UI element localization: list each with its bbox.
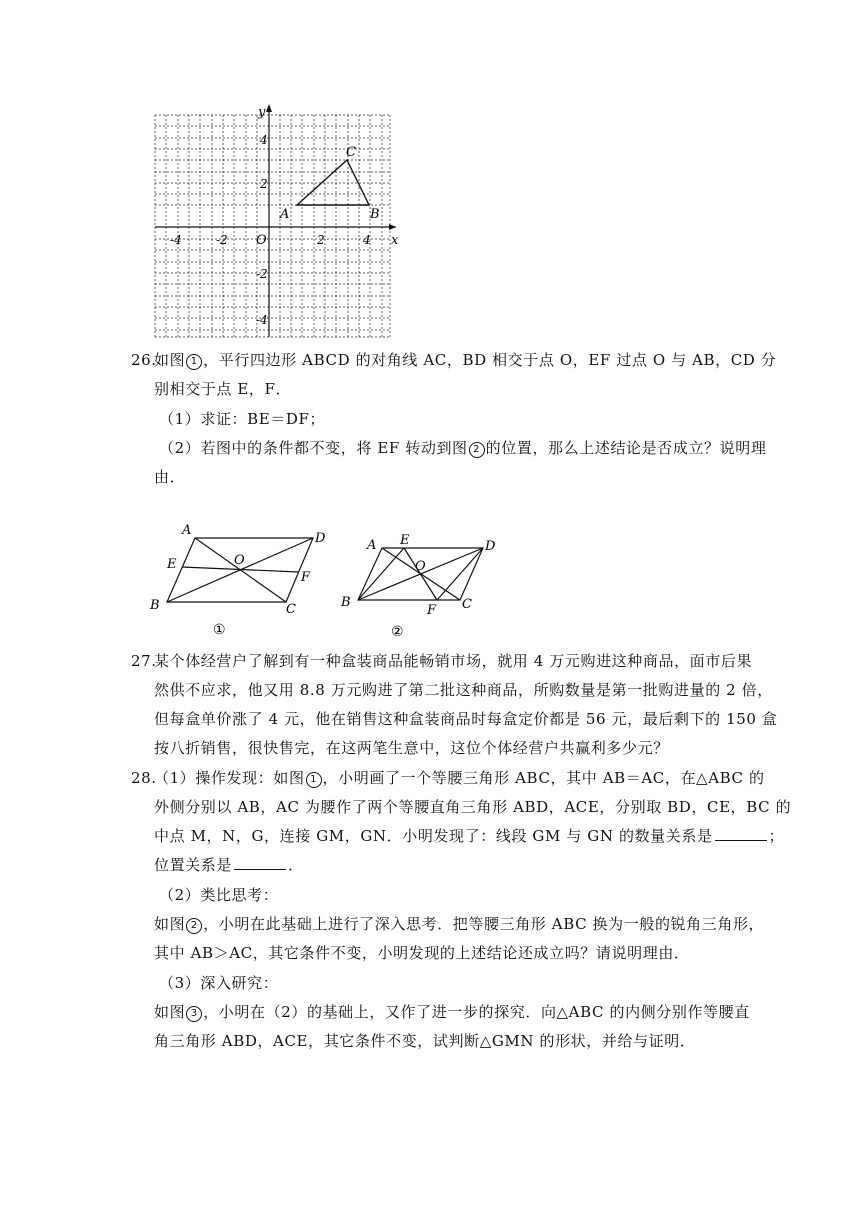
q26-sub2: （2）若图中的条件都不变，将 EF 转动到图 2 的位置，那么上述结论是否成立？说明理 — [159, 439, 767, 457]
q27-number: 27. — [131, 652, 157, 670]
y-axis-label: y — [258, 105, 266, 120]
x-tick-label: -2 — [216, 233, 228, 247]
fig1-label-b: B — [150, 598, 160, 613]
answer-blank[interactable] — [234, 855, 286, 870]
fig1-label-d: D — [315, 531, 326, 546]
x-axis-label: x — [391, 233, 399, 248]
fig1-caption: ① — [213, 622, 226, 638]
q28-sub3-title: （3）深入研究： — [159, 974, 279, 992]
q28-sub2-line2: 其中 AB＞AC，其它条件不变，小明发现的上述结论还成立吗？请说明理由． — [154, 944, 690, 962]
circled-number: 1 — [306, 772, 322, 788]
fig2-label-d: D — [485, 539, 496, 554]
point-c-label: C — [346, 145, 356, 160]
fig1-label-c: C — [286, 602, 296, 617]
y-tick-label: 2 — [260, 177, 268, 191]
fig2-label-c: C — [462, 597, 472, 612]
q28-line4: 位置关系是 ． — [154, 856, 304, 874]
fig2-label-a: A — [367, 538, 377, 553]
circled-number: 1 — [186, 354, 202, 370]
q28-line2: 外侧分别以 AB，AC 为腰作了两个等腰直角三角形 ABD，ACE，分别取 BD，CE，BC 的 — [154, 798, 792, 816]
fig1-label-a: A — [182, 523, 192, 538]
q26-sub2-line2: 由． — [154, 468, 186, 486]
triangle-abc — [297, 160, 369, 205]
fig2-label-b: B — [341, 595, 351, 610]
y-tick-label: 4 — [260, 133, 268, 147]
q28-number: 28. — [131, 769, 157, 787]
q27-line2: 然供不应求，他又用 8.8 万元购进了第二批这种商品，所购数量是第一批购进量的 2 倍， — [154, 681, 773, 699]
q28-line1: （1）操作发现：如图 1 ，小明画了一个等腰三角形 ABC，其中 AB＝AC，在△ABC 的 — [154, 769, 765, 787]
q28-sub2-line1: 如图 2 ，小明在此基础上进行了深入思考．把等腰三角形 ABC 换为一般的锐角三角形， — [154, 915, 765, 933]
x-tick-label: 2 — [317, 233, 325, 247]
q27-line3: 但每盒单价涨了 4 元，他在销售这种盒装商品时每盒定价都是 56 元，最后剩下的 150 盒 — [154, 710, 778, 728]
circled-number: 2 — [186, 918, 202, 934]
coordinate-grid-figure — [150, 104, 400, 340]
fig2-label-o: O — [415, 559, 426, 574]
figure-2 — [358, 548, 483, 600]
q27-line4: 按八折销售，很快售完，在这两笔生意中，这位个体经营户共赢利多少元？ — [154, 739, 669, 757]
fig1-label-f: F — [301, 570, 311, 585]
q28-sub3-line2: 角三角形 ABD，ACE，其它条件不变，试判断△GMN 的形状，并给与证明． — [154, 1032, 696, 1050]
q28-line3: 中点 M，N，G，连接 GM，GN．小明发现了：线段 GM 与 GN 的数量关系是 ； — [154, 827, 785, 845]
fig2-label-f: F — [427, 603, 437, 618]
q26-line2: 别相交于点 E，F． — [154, 380, 292, 398]
q28-sub3-line1: 如图 3 ，小明在（2）的基础上，又作了进一步的探究．向△ABC 的内侧分别作等腰直 — [154, 1003, 750, 1021]
x-tick-label: 4 — [363, 233, 371, 247]
circled-number: 3 — [186, 1006, 202, 1022]
fig1-label-o: O — [234, 553, 245, 568]
q26-number: 26. — [131, 351, 157, 369]
answer-blank[interactable] — [715, 826, 767, 841]
q27-line1: 某个体经营户了解到有一种盒装商品能畅销市场，就用 4 万元购进这种商品，面市后果 — [154, 652, 753, 670]
parallelogram-figures — [145, 520, 515, 642]
q26-line1: 如图 1 ，平行四边形 ABCD 的对角线 AC，BD 相交于点 O，EF 过点 O 与 AB，CD 分 — [154, 351, 777, 369]
point-b-label: B — [370, 207, 380, 222]
q26-sub1: （1）求证：BE＝DF； — [159, 410, 326, 428]
fig1-label-e: E — [167, 557, 177, 572]
y-tick-label: -4 — [256, 313, 268, 327]
point-a-label: A — [280, 207, 290, 222]
x-tick-label: -4 — [170, 233, 182, 247]
origin-label: O — [256, 233, 267, 248]
circled-number: 2 — [469, 442, 485, 458]
fig2-caption: ② — [391, 624, 404, 640]
fig2-label-e: E — [400, 533, 410, 548]
figure-1 — [167, 538, 313, 602]
y-tick-label: -2 — [256, 267, 268, 281]
q28-sub2-title: （2）类比思考： — [159, 886, 279, 904]
